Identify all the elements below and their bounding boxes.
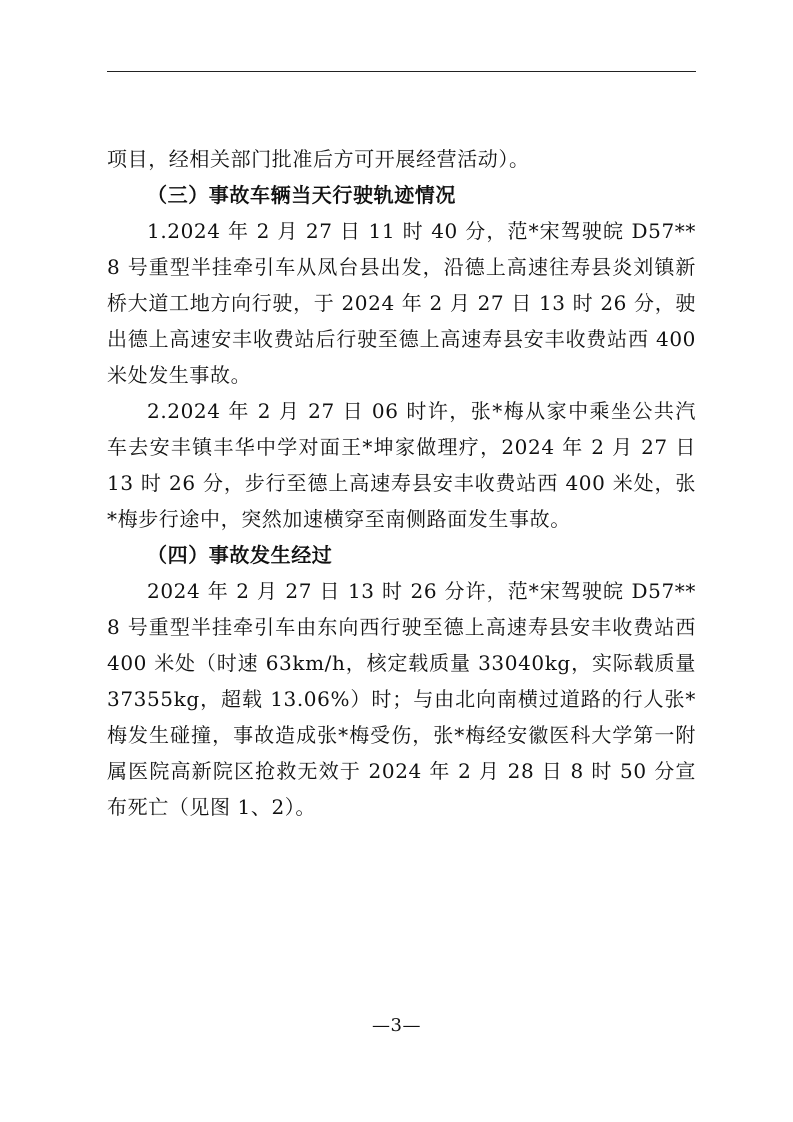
document-body <box>107 141 696 825</box>
section3-paragraph-2: 2.2024 年 2 月 27 日 06 时许，张*梅从家中乘坐公共汽车去安丰镇丰华中学对面王*坤家做理疗，2024 年 2 月 27 日 13 时 26 分，步行至德上高速寿县安丰收费站西 400 米处，张*梅步行途中，突然加速横穿至南侧路面发生事故。 <box>107 399 696 531</box>
section-heading-4: （四）事故发生经过 <box>147 543 333 567</box>
section3-paragraph-1: 1.2024 年 2 月 27 日 11 时 40 分，范*宋驾驶皖 D57**8 号重型半挂牵引车从凤台县出发，沿德上高速往寿县炎刘镇新桥大道工地方向行驶，于 2024 年 2 月 27 日 13 时 26 分，驶出德上高速安丰收费站后行驶至德上高速寿县安丰收费站西 400 米处发生事故。 <box>107 219 696 387</box>
continuation-paragraph: 项目，经相关部门批准后方可开展经营活动）。 <box>107 147 530 171</box>
section-heading-3: （三）事故车辆当天行驶轨迹情况 <box>147 183 456 207</box>
header-rule <box>107 71 696 72</box>
page-number: —3— <box>372 1015 421 1036</box>
section4-paragraph: 2024 年 2 月 27 日 13 时 26 分许，范*宋驾驶皖 D57**8 号重型半挂牵引车由东向西行驶至德上高速寿县安丰收费站西 400 米处（时速 63km/h，核定载质量 33040kg，实际载质量 37355kg，超载 13.06%）时；与由北向南横过道路的行人张*梅发生碰撞，事故造成张*梅受伤，张*梅经安徽医科大学第一附属医院高新院区抢救无效于 2024 年 2 月 28 日 8 时 50 分宣布死亡（见图 1、2）。 <box>107 579 696 819</box>
